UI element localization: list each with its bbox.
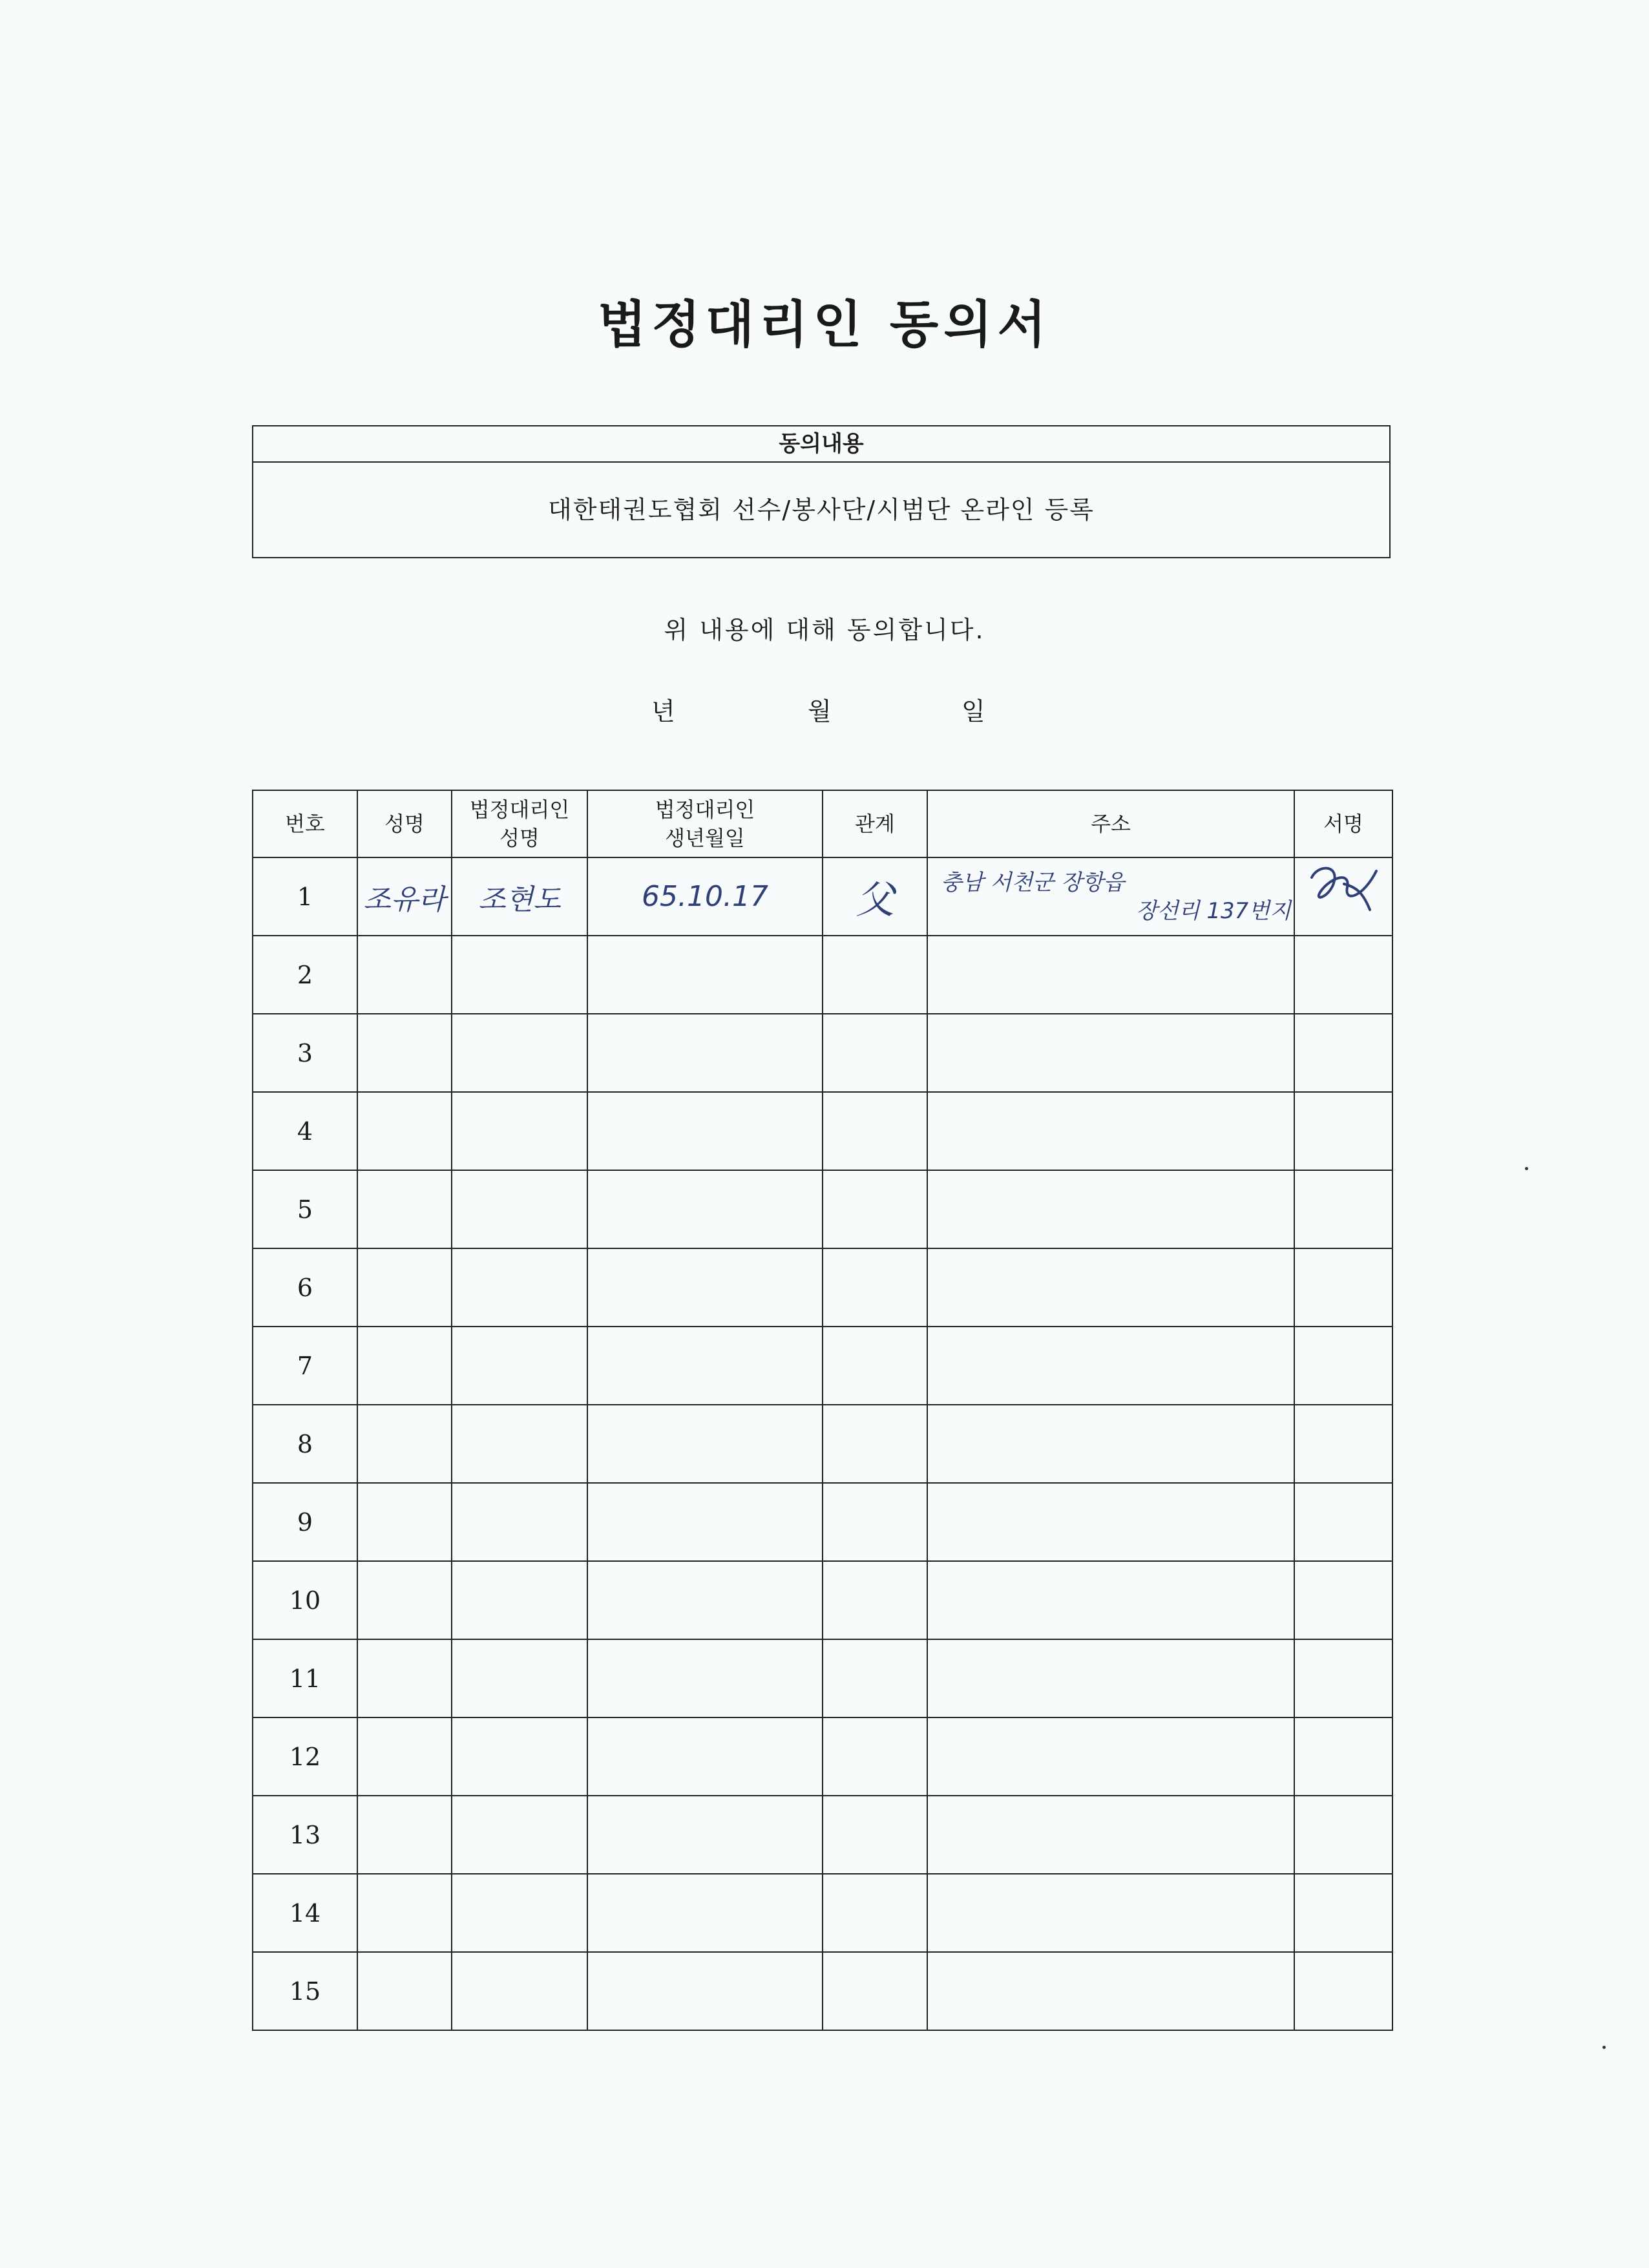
row-guardian-name: [452, 1952, 587, 2030]
row-signature: [1294, 1248, 1392, 1327]
table-row: [253, 1796, 1392, 1874]
row-name: [357, 1561, 452, 1639]
row-number: 10: [253, 1561, 357, 1639]
row-number: 9: [253, 1483, 357, 1561]
consent-header: 동의내용: [253, 426, 1389, 463]
row-relation: [823, 1717, 927, 1796]
row-guardian-name: [452, 1639, 587, 1717]
row-guardian-name: [452, 1796, 587, 1874]
roster-body: [253, 857, 1392, 2030]
date-day-label: 일: [961, 697, 985, 726]
agree-statement: 위 내용에 대해 동의합니다.: [664, 616, 985, 644]
table-row: [253, 1405, 1392, 1483]
row-signature: [1294, 1327, 1392, 1405]
row-name: [357, 1092, 452, 1170]
row-address: [927, 936, 1294, 1014]
row-relation: [823, 1483, 927, 1561]
row-name: [357, 1248, 452, 1327]
table-row: [253, 1483, 1392, 1561]
row-guardian-name: [452, 1170, 587, 1248]
row-name: [357, 1014, 452, 1092]
row-guardian-birth: [587, 1717, 823, 1796]
row-signature: [1294, 1952, 1392, 2030]
row-name: [357, 1405, 452, 1483]
row-relation: [823, 1405, 927, 1483]
row-name: 조유라: [357, 857, 452, 936]
row-address: [927, 1483, 1294, 1561]
row-signature: [1294, 1405, 1392, 1483]
header-guardian-name-line1: 법정대리인: [469, 797, 570, 822]
row-address: [927, 1874, 1294, 1952]
row-guardian-birth: [587, 1014, 823, 1092]
row-address: [927, 1014, 1294, 1092]
row-signature: [1294, 857, 1392, 936]
table-row: [253, 857, 1392, 936]
row-guardian-name: [452, 1483, 587, 1561]
row-guardian-birth: [587, 1874, 823, 1952]
row-address: [927, 857, 1294, 936]
consent-text: 대한태권도협회 선수/봉사단/시범단 온라인 등록: [547, 496, 1095, 524]
table-row: [253, 1874, 1392, 1952]
row-guardian-name: [452, 1092, 587, 1170]
row-relation: [823, 1796, 927, 1874]
row-number: 14: [253, 1874, 357, 1952]
table-row: [253, 1170, 1392, 1248]
row-guardian-name: [452, 1014, 587, 1092]
row-signature: [1294, 1717, 1392, 1796]
row-guardian-birth: 65.10.17: [587, 857, 823, 936]
row-guardian-name: [452, 1248, 587, 1327]
row-number: 5: [253, 1170, 357, 1248]
row-number: 12: [253, 1717, 357, 1796]
row-relation: [823, 936, 927, 1014]
document-title: 법정대리인 동의서: [598, 295, 1051, 354]
table-row: [253, 1639, 1392, 1717]
row-number: 3: [253, 1014, 357, 1092]
row-name: [357, 1952, 452, 2030]
table-row: [253, 1561, 1392, 1639]
row-address: [927, 1796, 1294, 1874]
row-relation: [823, 1874, 927, 1952]
header-guardian-birth-line2: 생년월일: [665, 826, 745, 850]
row-guardian-birth: [587, 1952, 823, 2030]
row-guardian-birth: [587, 1405, 823, 1483]
row-number: 8: [253, 1405, 357, 1483]
row-signature: [1294, 1639, 1392, 1717]
row-relation: [823, 1327, 927, 1405]
row-number: 13: [253, 1796, 357, 1874]
table-row: [253, 1327, 1392, 1405]
row-address: [927, 1327, 1294, 1405]
table-header-row: [253, 790, 1392, 857]
row-guardian-name: [452, 936, 587, 1014]
row-guardian-name: [452, 1327, 587, 1405]
row-guardian-birth: [587, 1092, 823, 1170]
row-guardian-name: [452, 1874, 587, 1952]
row-signature: [1294, 936, 1392, 1014]
row-number: 1: [253, 857, 357, 936]
row-guardian-birth: [587, 1561, 823, 1639]
row-address: [927, 1092, 1294, 1170]
row-signature: [1294, 1874, 1392, 1952]
row-guardian-birth: [587, 1248, 823, 1327]
table-row: [253, 1717, 1392, 1796]
row-guardian-birth: [587, 1170, 823, 1248]
row-number: 7: [253, 1327, 357, 1405]
row-guardian-birth: [587, 936, 823, 1014]
row-guardian-birth: [587, 1483, 823, 1561]
row-name: [357, 1483, 452, 1561]
header-name: 성명: [357, 790, 452, 857]
row-address: [927, 1405, 1294, 1483]
scan-speck: [1525, 1167, 1528, 1170]
row-guardian-name: [452, 1561, 587, 1639]
row-guardian-birth: [587, 1327, 823, 1405]
header-no: 번호: [253, 790, 357, 857]
row-address: [927, 1639, 1294, 1717]
consent-content-box: [252, 425, 1391, 558]
date-year-label: 년: [651, 697, 675, 726]
scan-speck: [1602, 2046, 1606, 2049]
row-address: [927, 1248, 1294, 1327]
row-relation: 父: [823, 857, 927, 936]
table-row: [253, 1248, 1392, 1327]
row-signature: [1294, 1483, 1392, 1561]
row-guardian-birth: [587, 1796, 823, 1874]
row-name: [357, 1796, 452, 1874]
row-guardian-name: [452, 1717, 587, 1796]
row-number: 4: [253, 1092, 357, 1170]
row-relation: [823, 1639, 927, 1717]
header-address: 주소: [927, 790, 1294, 857]
row-guardian-birth: [587, 1639, 823, 1717]
row-name: [357, 1717, 452, 1796]
row-relation: [823, 1092, 927, 1170]
row-name: [357, 1327, 452, 1405]
header-relation: 관계: [823, 790, 927, 857]
row-address: [927, 1561, 1294, 1639]
roster-table: [252, 790, 1393, 2031]
row-name: [357, 1874, 452, 1952]
table-row: [253, 1092, 1392, 1170]
header-guardian-birth: [587, 790, 823, 857]
row-name: [357, 936, 452, 1014]
header-guardian-name-line2: 성명: [499, 826, 540, 850]
row-number: 11: [253, 1639, 357, 1717]
row-relation: [823, 1952, 927, 2030]
table-row: [253, 936, 1392, 1014]
row-address-line1: 충남 서천군 장항읍: [941, 869, 1125, 896]
row-number: 6: [253, 1248, 357, 1327]
row-address: [927, 1170, 1294, 1248]
table-row: [253, 1952, 1392, 2030]
row-address-line2: 장선리 137번지: [1136, 898, 1291, 924]
row-relation: [823, 1170, 927, 1248]
header-signature: 서명: [1294, 790, 1392, 857]
row-signature: [1294, 1170, 1392, 1248]
row-signature: [1294, 1561, 1392, 1639]
row-signature: [1294, 1014, 1392, 1092]
row-guardian-name: [452, 1405, 587, 1483]
header-guardian-birth-line1: 법정대리인: [655, 797, 755, 822]
row-name: [357, 1170, 452, 1248]
row-number: 15: [253, 1952, 357, 2030]
row-relation: [823, 1014, 927, 1092]
row-address: [927, 1952, 1294, 2030]
row-relation: [823, 1561, 927, 1639]
row-name: [357, 1639, 452, 1717]
row-guardian-name: 조현도: [452, 857, 587, 936]
date-month-label: 월: [808, 697, 832, 726]
row-relation: [823, 1248, 927, 1327]
row-number: 2: [253, 936, 357, 1014]
row-signature: [1294, 1796, 1392, 1874]
row-signature: [1294, 1092, 1392, 1170]
header-guardian-name: [452, 790, 587, 857]
row-address: [927, 1717, 1294, 1796]
table-row: [253, 1014, 1392, 1092]
